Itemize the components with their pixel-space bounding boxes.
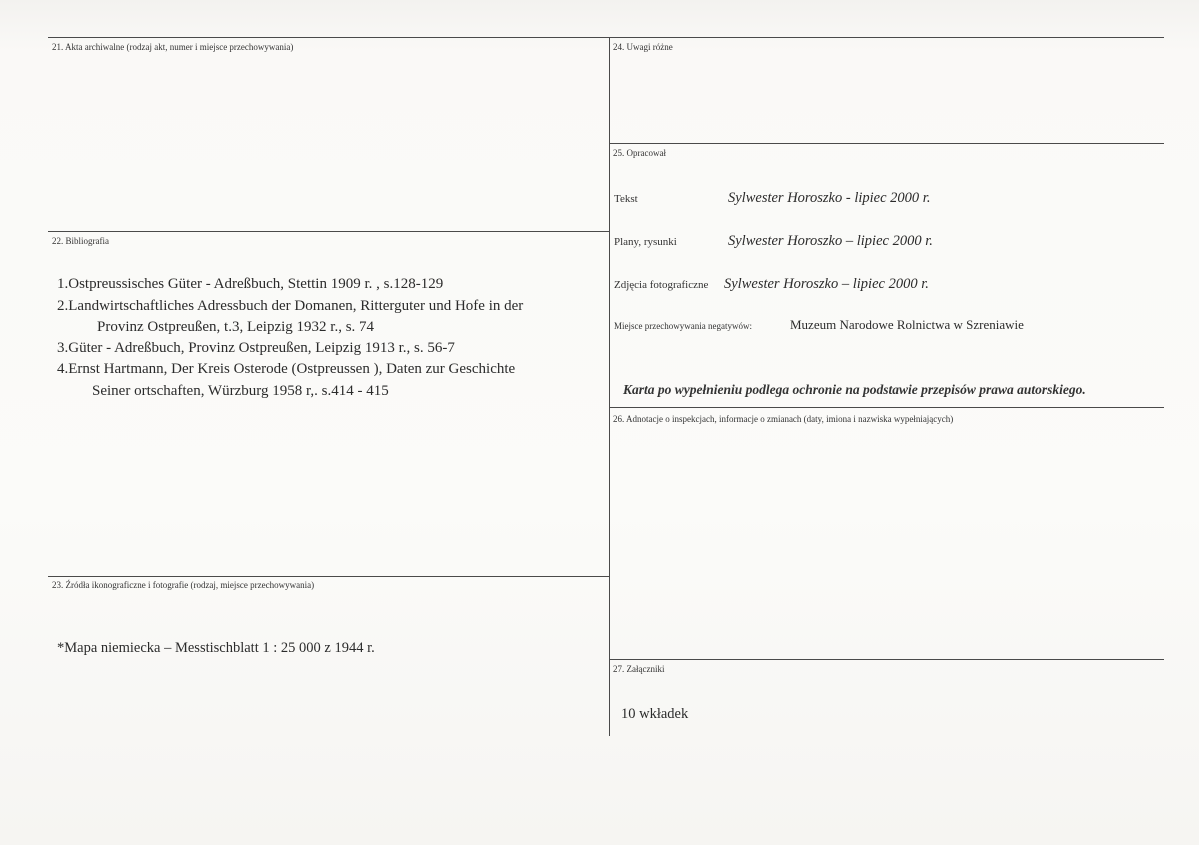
top-border [48,37,1164,38]
negatywy-value: Muzeum Narodowe Rolnictwa w Szreniawie [790,317,1024,332]
plany-label: Plany, rysunki [614,236,677,248]
copyright-note: Karta po wypełnieniu podlega ochronie na podstawie przepisów prawa autorskiego. [623,382,1086,397]
divider-26-27 [609,659,1164,660]
divider-25-26 [609,407,1164,408]
plany-value: Sylwester Horoszko – lipiec 2000 r. [728,233,933,249]
bibliography-line-4: 3.Güter - Adreßbuch, Provinz Ostpreußen, Leipzig 1913 r., s. 56-7 [57,340,455,356]
divider-21-22 [48,231,609,232]
bibliography-line-1: 1.Ostpreussisches Güter - Adreßbuch, Stettin 1909 r. , s.128-129 [57,276,444,292]
section-23-text: *Mapa niemiecka – Messtischblatt 1 : 25 000 z 1944 r. [57,640,375,656]
section-26-label: 26. Adnotacje o inspekcjach, informacje o zmianach (daty, imiona i nazwiska wypełniających) [613,414,954,424]
section-27-text: 10 wkładek [621,706,689,722]
bibliography-line-2: 2.Landwirtschaftliches Adressbuch der Domanen, Ritterguter und Hofe in der [57,298,524,314]
section-25-label: 25. Opracował [613,148,666,158]
section-27-label: 27. Załączniki [613,664,665,674]
bibliography-line-5: 4.Ernst Hartmann, Der Kreis Osterode (Ostpreussen ), Daten zur Geschichte [57,361,516,377]
zdjecia-value: Sylwester Horoszko – lipiec 2000 r. [724,276,929,292]
center-divider [609,37,610,736]
section-23-label: 23. Źródła ikonograficzne i fotografie (rodzaj, miejsce przechowywania) [52,580,315,590]
section-24-label: 24. Uwagi różne [613,42,673,52]
zdjecia-label: Zdjęcia fotograficzne [614,279,709,291]
section-21-label: 21. Akta archiwalne (rodzaj akt, numer i miejsce przechowywania) [52,42,294,52]
tekst-label: Tekst [614,193,638,205]
tekst-value: Sylwester Horoszko - lipiec 2000 r. [728,190,931,206]
negatywy-label: Miejsce przechowywania negatywów: [614,321,752,331]
divider-22-23 [48,576,609,577]
divider-24-25 [609,143,1164,144]
bibliography-line-6: Seiner ortschaften, Würzburg 1958 r,. s.414 - 415 [92,383,389,399]
section-22-label: 22. Bibliografia [52,236,109,246]
bibliography-line-3: Provinz Ostpreußen, t.3, Leipzig 1932 r., s. 74 [97,319,375,335]
